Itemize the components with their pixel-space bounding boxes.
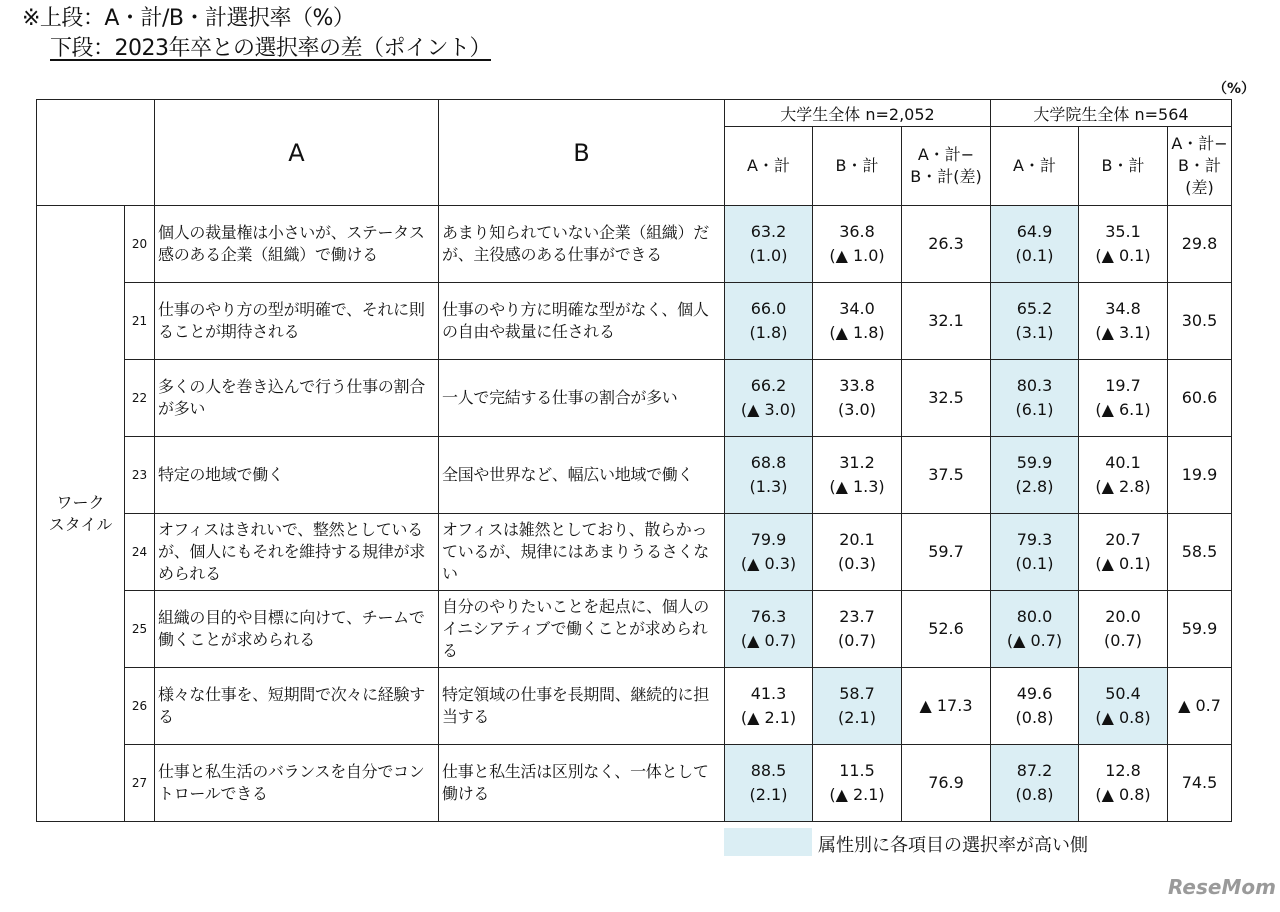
header-b-total: B・計 [1079, 127, 1168, 206]
statement-a: 仕事のやり方の型が明確で、それに則ることが期待される [155, 283, 439, 360]
university-a-total-cell [725, 668, 813, 745]
change-vs-2023: (2.1) [749, 785, 788, 804]
value: 34.8 [1105, 299, 1141, 318]
change-vs-2023: (1.8) [749, 323, 788, 342]
item-number: 27 [125, 745, 155, 822]
change-vs-2023: (▲ 0.8) [1095, 708, 1151, 727]
category-cell [37, 206, 125, 822]
university-a-total-cell [725, 437, 813, 514]
university-diff-cell [902, 437, 991, 514]
university-diff-cell [902, 206, 991, 283]
change-vs-2023: (▲ 3.1) [1095, 323, 1151, 342]
university-b-total-cell [813, 591, 902, 668]
statement-b: 自分のやりたいことを起点に、個人のイニシアティブで働くことが求められる [439, 591, 725, 668]
university-diff-cell [902, 668, 991, 745]
table-row [37, 360, 1232, 437]
value: 66.2 [750, 376, 787, 395]
university-a-total-cell [725, 283, 813, 360]
legend-swatch [724, 828, 812, 856]
value: 35.1 [1105, 222, 1141, 241]
header-diff [1168, 127, 1232, 206]
university-a-total-cell [725, 745, 813, 822]
value: 23.7 [839, 607, 875, 626]
value: 52.6 [928, 619, 964, 638]
value: ▲ 17.3 [919, 696, 973, 715]
value: 26.3 [928, 234, 964, 253]
statement-b: 仕事と私生活は区別なく、一体として働ける [439, 745, 725, 822]
value: 66.0 [750, 299, 787, 318]
change-vs-2023: (▲ 0.7) [1006, 631, 1063, 650]
item-number: 25 [125, 591, 155, 668]
statement-b: 全国や世界など、幅広い地域で働く [439, 437, 725, 514]
value: 59.7 [928, 542, 964, 561]
value: 32.5 [928, 388, 964, 407]
graduate-b-total-cell [1079, 360, 1168, 437]
graduate-diff-cell [1168, 514, 1232, 591]
value: 88.5 [750, 761, 787, 780]
table-row [37, 437, 1232, 514]
graduate-a-total-cell [991, 591, 1079, 668]
value: 50.4 [1105, 684, 1141, 703]
university-diff-cell [902, 360, 991, 437]
statement-a: 組織の目的や目標に向けて、チームで働くことが求められる [155, 591, 439, 668]
university-a-total-cell [725, 206, 813, 283]
value: 34.0 [839, 299, 875, 318]
legend-label: 属性別に各項目の選択率が高い側 [818, 835, 1088, 856]
statement-b: 仕事のやり方に明確な型がなく、個人の自由や裁量に任される [439, 283, 725, 360]
graduate-diff-cell [1168, 360, 1232, 437]
change-vs-2023: (0.1) [1015, 554, 1054, 573]
university-b-total-cell [813, 668, 902, 745]
graduate-b-total-cell [1079, 437, 1168, 514]
value: 49.6 [1016, 684, 1053, 703]
header-blank [37, 100, 155, 206]
statement-b: オフィスは雑然としており、散らかっているが、規律にはあまりうるさくない [439, 514, 725, 591]
statement-b: 一人で完結する仕事の割合が多い [439, 360, 725, 437]
item-number: 26 [125, 668, 155, 745]
change-vs-2023: (3.1) [1015, 323, 1054, 342]
value: 41.3 [750, 684, 787, 703]
header-diff-line1: A・計− [1171, 134, 1228, 153]
university-diff-cell [902, 591, 991, 668]
statement-b: あまり知られていない企業（組織）だが、主役感のある仕事ができる [439, 206, 725, 283]
value: 19.9 [1181, 465, 1218, 484]
value: 32.1 [928, 311, 964, 330]
value: 60.6 [1181, 388, 1218, 407]
change-vs-2023: (1.0) [749, 246, 788, 265]
change-vs-2023: (1.3) [749, 477, 788, 496]
statement-a: 多くの人を巻き込んで行う仕事の割合が多い [155, 360, 439, 437]
header-graduate: 大学院生全体 n=564 [991, 100, 1232, 127]
change-vs-2023: (▲ 0.7) [740, 631, 797, 650]
table-note [22, 4, 491, 64]
value: 80.0 [1016, 607, 1053, 626]
note-line2: 下段：2023年卒との選択率の差（ポイント） [50, 36, 491, 61]
graduate-b-total-cell [1079, 514, 1168, 591]
graduate-diff-cell [1168, 206, 1232, 283]
value: 20.1 [839, 530, 875, 549]
value: 76.9 [928, 773, 964, 792]
category-line2: スタイル [48, 514, 113, 534]
watermark-logo: ReseMom [1168, 875, 1276, 899]
change-vs-2023: (▲ 2.1) [829, 785, 885, 804]
change-vs-2023: (▲ 0.1) [1095, 246, 1151, 265]
change-vs-2023: (0.7) [1104, 631, 1142, 650]
value: 63.2 [750, 222, 787, 241]
table-row [37, 591, 1232, 668]
statement-a: オフィスはきれいで、整然としているが、個人にもそれを維持する規律が求められる [155, 514, 439, 591]
statement-a: 仕事と私生活のバランスを自分でコントロールできる [155, 745, 439, 822]
graduate-diff-cell [1168, 437, 1232, 514]
graduate-a-total-cell [991, 514, 1079, 591]
value: 79.9 [750, 530, 787, 549]
value: 19.7 [1105, 376, 1141, 395]
statement-a: 個人の裁量権は小さいが、ステータス感のある企業（組織）で働ける [155, 206, 439, 283]
category-line1: ワーク [56, 492, 105, 512]
change-vs-2023: (0.3) [838, 554, 876, 573]
value: 20.7 [1105, 530, 1141, 549]
change-vs-2023: (▲ 1.0) [829, 246, 885, 265]
item-number: 23 [125, 437, 155, 514]
change-vs-2023: (3.0) [838, 400, 876, 419]
value: 58.7 [839, 684, 875, 703]
item-number: 24 [125, 514, 155, 591]
header-diff-line1: A・計− [917, 145, 975, 164]
graduate-a-total-cell [991, 437, 1079, 514]
header-diff-line2: B・計(差) [1178, 156, 1221, 197]
university-b-total-cell [813, 206, 902, 283]
graduate-a-total-cell [991, 745, 1079, 822]
university-b-total-cell [813, 360, 902, 437]
value: 74.5 [1181, 773, 1218, 792]
table-row [37, 514, 1232, 591]
change-vs-2023: (2.8) [1015, 477, 1054, 496]
graduate-b-total-cell [1079, 668, 1168, 745]
table-row [37, 283, 1232, 360]
graduate-diff-cell [1168, 668, 1232, 745]
value: 59.9 [1181, 619, 1218, 638]
change-vs-2023: (0.7) [838, 631, 876, 650]
value: 20.0 [1105, 607, 1141, 626]
header-a-total: A・計 [725, 127, 813, 206]
value: 76.3 [750, 607, 787, 626]
value: 59.9 [1016, 453, 1053, 472]
graduate-a-total-cell [991, 283, 1079, 360]
table-row [37, 206, 1232, 283]
survey-table [36, 99, 1232, 822]
university-diff-cell [902, 745, 991, 822]
table-row [37, 668, 1232, 745]
change-vs-2023: (▲ 1.3) [829, 477, 885, 496]
value: 40.1 [1105, 453, 1141, 472]
university-b-total-cell [813, 745, 902, 822]
value: 58.5 [1181, 542, 1218, 561]
header-diff [902, 127, 991, 206]
graduate-a-total-cell [991, 668, 1079, 745]
note-line1: ※上段：A・計/B・計選択率（%） [22, 6, 355, 31]
header-a-total: A・計 [991, 127, 1079, 206]
change-vs-2023: (▲ 0.3) [740, 554, 797, 573]
statement-b: 特定領域の仕事を長期間、継続的に担当する [439, 668, 725, 745]
university-b-total-cell [813, 283, 902, 360]
university-b-total-cell [813, 437, 902, 514]
university-a-total-cell [725, 514, 813, 591]
change-vs-2023: (▲ 0.1) [1095, 554, 1151, 573]
statement-a: 特定の地域で働く [155, 437, 439, 514]
graduate-b-total-cell [1079, 745, 1168, 822]
change-vs-2023: (2.1) [838, 708, 876, 727]
graduate-a-total-cell [991, 360, 1079, 437]
change-vs-2023: (▲ 6.1) [1095, 400, 1151, 419]
value: 64.9 [1016, 222, 1053, 241]
header-b: B [439, 100, 725, 206]
university-b-total-cell [813, 514, 902, 591]
graduate-diff-cell [1168, 591, 1232, 668]
header-university: 大学生全体 n=2,052 [725, 100, 991, 127]
change-vs-2023: (0.8) [1015, 708, 1054, 727]
change-vs-2023: (▲ 3.0) [740, 400, 797, 419]
change-vs-2023: (▲ 2.1) [740, 708, 797, 727]
value: 65.2 [1016, 299, 1053, 318]
change-vs-2023: (▲ 0.8) [1095, 785, 1151, 804]
change-vs-2023: (▲ 2.8) [1095, 477, 1151, 496]
table-row [37, 745, 1232, 822]
value: 33.8 [839, 376, 875, 395]
value: 87.2 [1016, 761, 1053, 780]
change-vs-2023: (▲ 1.8) [829, 323, 885, 342]
change-vs-2023: (0.8) [1015, 785, 1054, 804]
unit-label: （%） [1213, 81, 1256, 97]
value: 37.5 [928, 465, 964, 484]
header-b-total: B・計 [813, 127, 902, 206]
value: 11.5 [839, 761, 875, 780]
change-vs-2023: (6.1) [1015, 400, 1054, 419]
value: 68.8 [750, 453, 787, 472]
header-a: A [155, 100, 439, 206]
change-vs-2023: (0.1) [1015, 246, 1054, 265]
value: ▲ 0.7 [1178, 696, 1221, 715]
value: 29.8 [1181, 234, 1218, 253]
value: 36.8 [839, 222, 875, 241]
value: 30.5 [1181, 311, 1218, 330]
graduate-b-total-cell [1079, 283, 1168, 360]
graduate-diff-cell [1168, 745, 1232, 822]
header-diff-line2: B・計(差) [910, 167, 982, 186]
university-diff-cell [902, 283, 991, 360]
item-number: 20 [125, 206, 155, 283]
statement-a: 様々な仕事を、短期間で次々に経験する [155, 668, 439, 745]
graduate-a-total-cell [991, 206, 1079, 283]
value: 80.3 [1016, 376, 1053, 395]
value: 79.3 [1016, 530, 1053, 549]
graduate-b-total-cell [1079, 591, 1168, 668]
graduate-diff-cell [1168, 283, 1232, 360]
university-diff-cell [902, 514, 991, 591]
graduate-b-total-cell [1079, 206, 1168, 283]
item-number: 22 [125, 360, 155, 437]
university-a-total-cell [725, 591, 813, 668]
item-number: 21 [125, 283, 155, 360]
university-a-total-cell [725, 360, 813, 437]
value: 12.8 [1105, 761, 1141, 780]
value: 31.2 [839, 453, 875, 472]
